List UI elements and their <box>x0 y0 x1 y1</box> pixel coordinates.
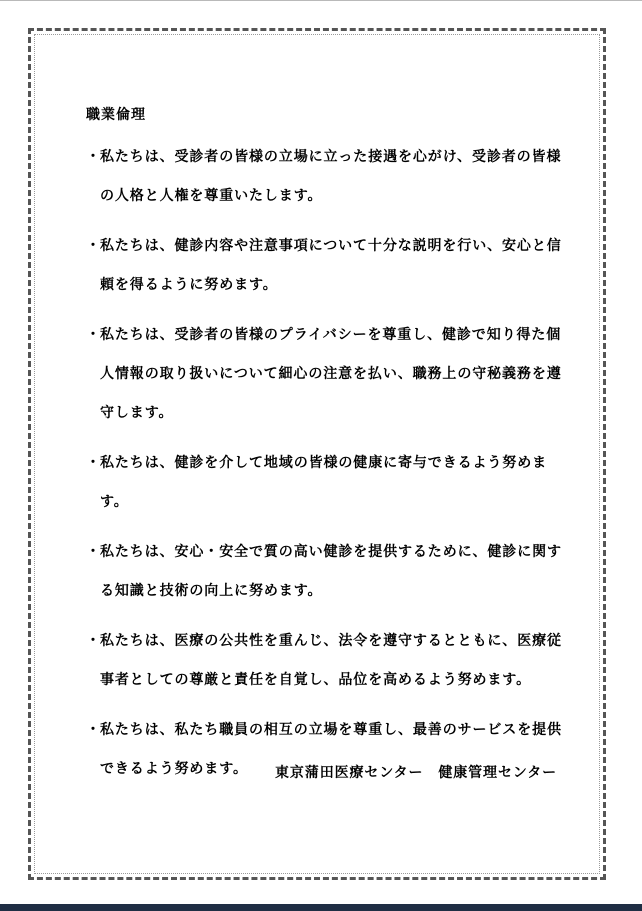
bullet-icon: ・ <box>86 327 101 343</box>
organization-signature: 東京蒲田医療センター 健康管理センター <box>275 765 557 781</box>
ethics-item-5 <box>86 533 564 611</box>
ethics-item-text: 私たちは、安心・安全で質の高い健診を提供するために、健診に関する知識と技術の向上に努めます。 <box>100 544 562 599</box>
ethics-item-2 <box>86 227 564 305</box>
bullet-icon: ・ <box>86 149 101 165</box>
ethics-item-text: 私たちは、私たち職員の相互の立場を尊重し、最善のサービスを提供できるよう努めます。 <box>100 722 562 777</box>
ethics-item-3 <box>86 316 564 433</box>
ethics-item-text: 私たちは、健診を介して地域の皆様の健康に寄与できるよう努めます。 <box>100 455 547 510</box>
ethics-item-1 <box>86 138 564 216</box>
bullet-icon: ・ <box>86 238 101 254</box>
ethics-item-text: 私たちは、健診内容や注意事項について十分な説明を行い、安心と信頼を得るように努めます。 <box>100 238 562 293</box>
bullet-icon: ・ <box>86 633 101 649</box>
bullet-icon: ・ <box>86 722 101 738</box>
window-bottom-bar <box>0 904 642 911</box>
page-top-rule <box>0 0 642 1</box>
ethics-item-6 <box>86 622 564 700</box>
document-heading: 職業倫理 <box>86 107 146 123</box>
bullet-icon: ・ <box>86 544 101 560</box>
ethics-item-text: 私たちは、医療の公共性を重んじ、法令を遵守するとともに、医療従事者としての尊厳と責任を自覚し、品位を高めるよう努めます。 <box>100 633 562 688</box>
ethics-item-text: 私たちは、受診者の皆様の立場に立った接遇を心がけ、受診者の皆様の人格と人権を尊重いたします。 <box>100 149 562 204</box>
ethics-list <box>86 138 564 800</box>
bullet-icon: ・ <box>86 455 101 471</box>
ethics-item-4 <box>86 444 564 522</box>
ethics-item-text: 私たちは、受診者の皆様のプライバシーを尊重し、健診で知り得た個人情報の取り扱いについて細心の注意を払い、職務上の守秘義務を遵守します。 <box>100 327 562 421</box>
